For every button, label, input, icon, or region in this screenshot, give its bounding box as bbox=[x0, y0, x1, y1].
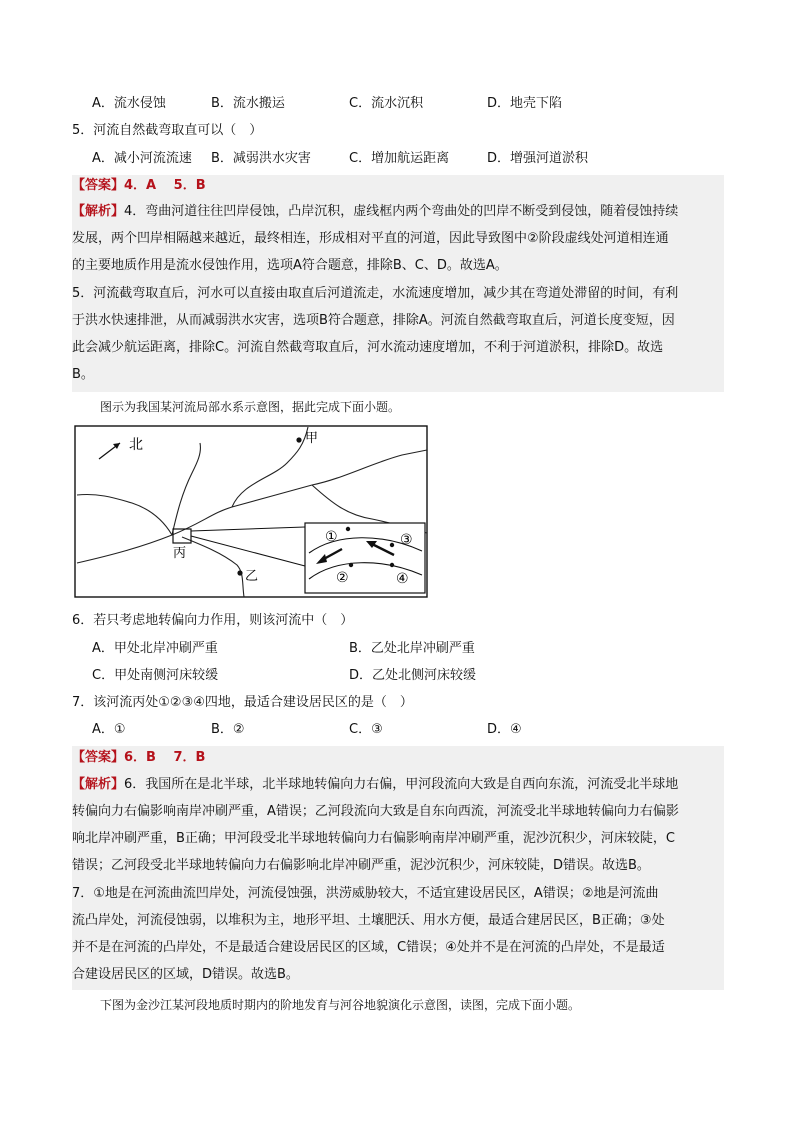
inset-point-4 bbox=[390, 563, 394, 567]
analysis-text: 4．弯曲河道往往凹岸侵蚀，凸岸沉积，虚线框内两个弯曲处的凹岸不断受到侵蚀，随着侵蚀持续 bbox=[124, 204, 679, 219]
analysis-line: 于洪水快速排泄，从而减弱洪水灾害，选项B符合题意，排除A。河流自然截弯取直后，河道长度变短，因 bbox=[72, 313, 675, 328]
inset-label-4: ④ bbox=[396, 571, 409, 587]
analysis-line: 5．河流截弯取直后，河水可以直接由取直后河道流走，水流速度增加，减少其在弯道处滞留的时间，有利 bbox=[72, 286, 679, 301]
analysis-label: 【解析】 bbox=[72, 204, 125, 219]
q5-option-b: B．减弱洪水灾害 bbox=[211, 151, 311, 166]
answer-block-1 bbox=[72, 175, 724, 392]
q7-option-a: A．① bbox=[92, 722, 126, 737]
q7-option-c: C．③ bbox=[349, 722, 383, 737]
q6-stem: 6．若只考虑地转偏向力作用，则该河流中（ ） bbox=[72, 613, 354, 628]
jia-label: 甲 bbox=[305, 431, 319, 446]
inset-point-1 bbox=[346, 527, 350, 531]
analysis-line: B。 bbox=[72, 367, 94, 382]
q7-stem: 7．该河流丙处①②③④四地，最适合建设居民区的是（ ） bbox=[72, 695, 413, 710]
q5-stem: 5．河流自然截弯取直可以（ ） bbox=[72, 123, 263, 138]
q6-option-b: B．乙处北岸冲刷严重 bbox=[349, 641, 475, 656]
answer-text: 4．A 5．B bbox=[124, 178, 206, 193]
q4-option-a: A．流水侵蚀 bbox=[92, 96, 166, 111]
analysis-line: 的主要地质作用是流水侵蚀作用，选项A符合题意，排除B、C、D。故选A。 bbox=[72, 258, 508, 273]
answer-label: 【答案】 bbox=[72, 750, 125, 765]
q4-option-b: B．流水搬运 bbox=[211, 96, 285, 111]
inset-label-3: ③ bbox=[400, 532, 413, 548]
answer-text: 6．B 7．B bbox=[124, 750, 206, 765]
analysis-line: 7．①地是在河流曲流凹岸处，河流侵蚀强，洪涝威胁较大，不适宜建设居民区，A错误；②地是河流曲 bbox=[72, 886, 659, 901]
analysis-label: 【解析】 bbox=[72, 777, 125, 792]
river-map bbox=[72, 423, 432, 601]
q6-option-c: C．甲处南侧河床较缓 bbox=[92, 668, 219, 683]
inset-point-3 bbox=[390, 543, 394, 547]
analysis-line bbox=[72, 776, 678, 794]
analysis-line: 流凸岸处，河流侵蚀弱，以堆积为主，地形平坦、土壤肥沃、用水方便，最适合建居民区，B正确；③处 bbox=[72, 913, 665, 928]
answer-line bbox=[72, 177, 206, 195]
q6-option-a: A．甲处北岸冲刷严重 bbox=[92, 641, 218, 656]
analysis-line: 合建设居民区的区域，D错误。故选B。 bbox=[72, 967, 299, 982]
analysis-line: 此会减少航运距离，排除C。河流自然截弯取直后，河水流动速度增加，不利于河道淤积，排除D。故选 bbox=[72, 340, 664, 355]
analysis-line: 发展，两个凹岸相隔越来越近，最终相连，形成相对平直的河道，因此导致图中②阶段虚线处河道相连通 bbox=[72, 231, 669, 246]
analysis-line: 响北岸冲刷严重，B正确；甲河段受北半球地转偏向力右偏影响南岸冲刷严重，泥沙沉积少，河床较陡，C bbox=[72, 831, 675, 846]
analysis-line: 错误；乙河段受北半球地转偏向力右偏影响北岸冲刷严重，泥沙沉积少，河床较陡，D错误。故选B。 bbox=[72, 858, 650, 873]
q6-option-d: D．乙处北侧河床较缓 bbox=[349, 668, 477, 683]
answer-label: 【答案】 bbox=[72, 178, 125, 193]
north-label: 北 bbox=[129, 437, 143, 453]
answer-block-2 bbox=[72, 746, 724, 990]
answer-line bbox=[72, 749, 205, 767]
analysis-line: 转偏向力右偏影响南岸冲刷严重，A错误；乙河段流向大致是自东向西流，河流受北半球地转偏向力右偏影 bbox=[72, 804, 679, 819]
analysis-line: 并不是在河流的凸岸处，不是最适合建设居民区的区域，C错误；④处并不是在河流的凸岸处，不是最适 bbox=[72, 940, 665, 955]
q5-option-c: C．增加航运距离 bbox=[349, 151, 450, 166]
inset-label-2: ② bbox=[336, 570, 349, 586]
q7-option-b: B．② bbox=[211, 722, 245, 737]
section-intro: 下图为金沙江某河段地质时期内的阶地发育与河谷地貌演化示意图，读图，完成下面小题。 bbox=[100, 998, 581, 1012]
q5-option-a: A．减小河流流速 bbox=[92, 151, 192, 166]
yi-point bbox=[237, 570, 242, 575]
bing-label: 丙 bbox=[173, 546, 187, 561]
inset-label-1: ① bbox=[325, 529, 338, 545]
analysis-text: 6．我国所在是北半球，北半球地转偏向力右偏，甲河段流向大致是自西向东流，河流受北半球地 bbox=[124, 777, 679, 792]
q4-option-c: C．流水沉积 bbox=[349, 96, 424, 111]
yi-label: 乙 bbox=[245, 569, 259, 584]
q5-option-d: D．增强河道淤积 bbox=[487, 151, 589, 166]
jia-point bbox=[296, 437, 301, 442]
q4-option-d: D．地壳下陷 bbox=[487, 96, 563, 111]
analysis-line bbox=[72, 203, 678, 221]
q7-option-d: D．④ bbox=[487, 722, 522, 737]
section-intro: 图示为我国某河流局部水系示意图，据此完成下面小题。 bbox=[100, 400, 401, 414]
inset-point-2 bbox=[349, 563, 353, 567]
